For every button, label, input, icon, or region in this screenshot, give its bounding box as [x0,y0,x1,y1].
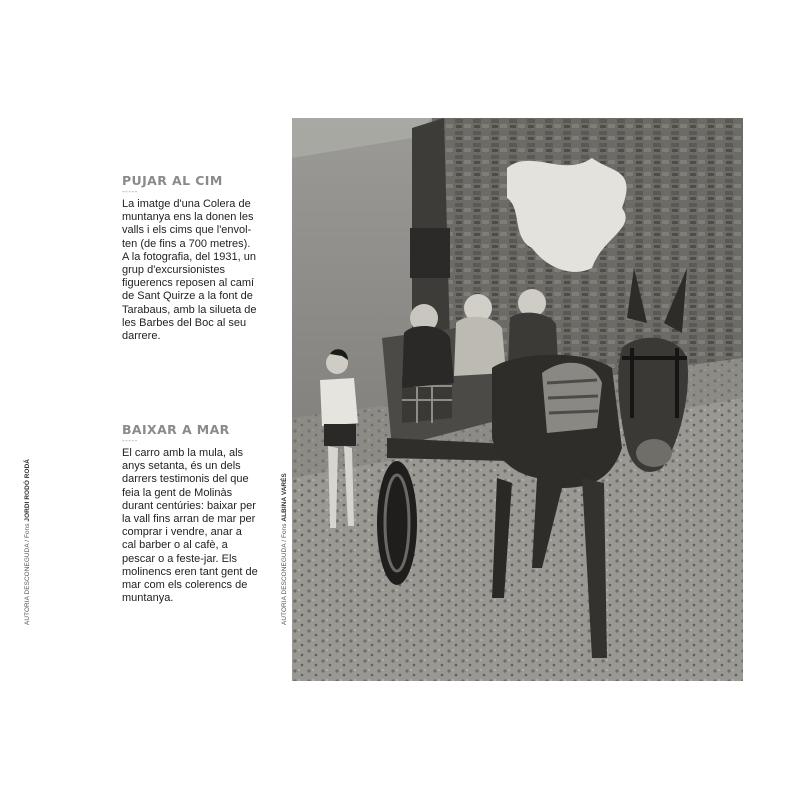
credit-fons-label: Fons [281,521,288,539]
photo-mule-cart [292,118,743,681]
section-baixar-a-mar [122,422,258,605]
girl-shorts [324,424,356,446]
section-title: PUJAR AL CIM [122,173,223,188]
cart-wheel [377,461,417,585]
title-separator: ----- [122,187,138,196]
photo-credit-left [24,459,31,625]
credit-fons-name: ALBINA VARÉS [281,473,288,522]
credit-authorship: AUTORIA DESCONEGUDA / [281,538,288,625]
girl-shirt [320,378,358,426]
photo-credit-right [281,473,288,625]
section-body: La imatge d'una Colera de muntanya ens la donen les valls i els cims que l'envol-ten (de fins a 700 metres). A la fotografia, del 1931, un grup d'excursionistes figuerencs reposen al camí de Sant Quirze a la font de Tarabaus, amb la silueta de les Barbes del Boc al seu darrere. [122,198,257,343]
doorway [410,228,450,278]
credit-fons-label: Fons [24,521,31,539]
title-separator: ----- [122,436,138,445]
credit-authorship: AUTORIA DESCONEGUDA / [24,538,31,625]
section-pujar-al-cim [122,173,258,343]
section-title: BAIXAR A MAR [122,422,230,437]
woman-1-body [402,326,454,388]
section-body: El carro amb la mula, als anys setanta, és un dels darrers testimonis del que feia la gent de Molinàs durant centúries: baixar per la vall fins arran de mar per comprar i vendre, anar a cal barber o al cafè, a pescar o a feste-jar. Els molinencs eren tant gent de mar com els colerencs de muntanya. [122,447,258,605]
photo-illustration [292,118,743,681]
credit-fons-name: JORDI RODÓ RODÁ [24,458,31,522]
mule-muzzle [636,439,672,467]
